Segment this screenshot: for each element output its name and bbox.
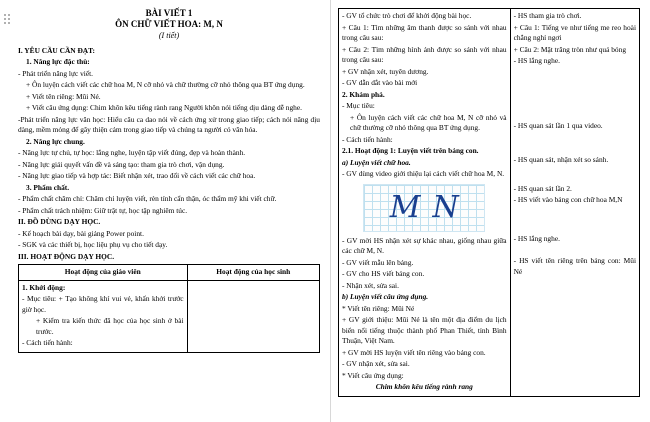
- column-header-student: Hoạt động của học sinh: [187, 265, 319, 280]
- column-header-teacher: Hoạt động của giáo viên: [19, 265, 188, 280]
- title-line-3: (I tiết): [158, 30, 180, 40]
- student-line-9: - HS viết tên riêng trên bảng con: Mũi Né: [513, 256, 636, 276]
- activity21-sub-b: b) Luyện viết câu ứng dụng.: [342, 292, 429, 302]
- activity21-b-line-0: * Viết tên riêng: Mũi Né: [342, 303, 415, 313]
- section2-heading: 2. Khám phá.: [342, 89, 385, 99]
- table-header-row: [19, 265, 320, 280]
- s2-line-2: - Năng lực giao tiếp và hợp tác: Biết nhận xét, trao đổi về cách viết các chữ hoa.: [18, 171, 256, 181]
- section2-line-2: - Cách tiến hành:: [342, 134, 393, 144]
- student-line-7: - HS viết vào bảng con chữ hoa M,N: [513, 195, 623, 205]
- s3-line-0: - Phẩm chất chăm chỉ: Chăm chỉ luyện viết, rèn tính cẩn thận, óc thẩm mỹ khi viết chữ.: [18, 194, 277, 204]
- s2-line-0: - Năng lực tự chủ, tự học: lắng nghe, luyện tập viết đúng, đẹp và hoàn thành.: [18, 148, 246, 158]
- activity21-a2-line-1: - GV viết mẫu lên bảng.: [342, 257, 414, 267]
- title-line-2: ÔN CHỮ VIẾT HOA: M, N: [115, 19, 223, 30]
- warmup-teacher-line-4: - GV dẫn dắt vào bài mới: [342, 78, 418, 88]
- lesson-plan-table-continued: [338, 8, 640, 397]
- student-cell-activity1: [187, 280, 319, 352]
- title-line-1: BÀI VIẾT 1: [145, 8, 193, 18]
- subsection-3-heading: 3. Phẩm chất.: [26, 182, 70, 192]
- warmup-teacher-line-2: + Câu 2: Tìm những hình ảnh được so sánh với nhau trong câu sau:: [342, 44, 507, 65]
- warmup-teacher-line-3: + GV nhận xét, tuyên dương.: [342, 66, 429, 76]
- section-ii-heading: II. ĐỒ DÙNG DẠY HỌC.: [18, 217, 101, 227]
- activity21-b-line-2: + GV mời HS luyện viết tên riêng vào bảng con.: [342, 347, 486, 357]
- student-line-1: + Câu 1: Tiếng ve như tiếng me reo hoài chẳng nghỉ ngơi: [513, 22, 636, 43]
- handwriting-letter-n: N: [432, 189, 459, 225]
- activity21-b-italic-line: Chim khôn kêu tiếng rành rang: [375, 382, 473, 392]
- activity21-a2-line-4: - Nhận xét, sửa sai.: [342, 280, 399, 290]
- section-i-heading: I. YÊU CẦU CẦN ĐẠT:: [18, 45, 95, 55]
- right-page-column: [330, 0, 650, 422]
- student-line-5: - HS quan sát, nhận xét so sánh.: [513, 155, 609, 165]
- student-line-2: + Câu 2: Mặt trăng tròn như quả bóng: [513, 44, 627, 54]
- activity21-b-line-1: + GV giới thiệu: Mũi Né là tên một địa điểm du lịch biển nổi tiếng thuộc thành phố Phan Thiết, tỉnh Bình Thuận, Việt Nam.: [342, 315, 507, 346]
- s1-line-1: + Ôn luyện cách viết các chữ hoa M, N cỡ nhỏ và chữ thường cỡ nhỏ thông qua BT ứng dụng.: [26, 80, 305, 90]
- student-line-6: - HS quan sát lần 2.: [513, 183, 572, 193]
- handwriting-letter-m: M: [389, 189, 421, 225]
- activity21-b-line-4: * Viết câu ứng dụng:: [342, 370, 404, 380]
- s1-line-0: - Phát triển năng lực viết.: [18, 68, 94, 78]
- activity1-teacher-line-0: - Mục tiêu: + Tạo không khí vui vẻ, khấn khởi trước giờ học.: [22, 294, 184, 314]
- activity21-heading: 2.1. Hoạt động 1: Luyện viết trên bảng con.: [342, 146, 479, 156]
- student-line-8: - HS lắng nghe.: [513, 233, 560, 243]
- lesson-plan-table: [18, 264, 320, 352]
- teacher-cell-warmup: [339, 9, 511, 397]
- section2-line-0: - Mục tiêu:: [342, 101, 375, 111]
- s1-line-3: + Viết câu ứng dụng: Chim khôn kêu tiếng rành rang Người khôn nói tiếng dịu dàng dễ nghe.: [26, 103, 302, 113]
- warmup-teacher-line-1: + Câu 1: Tìm những âm thanh được so sánh với nhau trong câu sau:: [342, 22, 507, 43]
- s1-line-4: -Phát triển năng lực văn học: Hiểu câu ca dao nói về cách ứng xử trong giao tiếp; cách nói năng dịu dàng, mềm mỏng để gây thiện cảm trong giao tiếp và chúng ta người có văn hóa.: [18, 114, 320, 135]
- activity21-a-line-0: - GV dùng video giới thiệu lại cách viết chữ hoa M, N.: [342, 169, 505, 179]
- activity21-sub-a: a) Luyện viết chữ hoa.: [342, 157, 411, 167]
- table-row: [19, 280, 320, 352]
- s-ii-line-0: - Kế hoạch bài dạy, bài giảng Power point.: [18, 228, 144, 238]
- handwriting-sample-box: [363, 184, 485, 232]
- subsection-1-heading: 1. Năng lực đặc thù:: [26, 57, 90, 67]
- s3-line-1: - Phẩm chất trách nhiệm: Giữ trật tự, học tập nghiêm túc.: [18, 205, 188, 215]
- activity21-b-line-3: - GV nhận xét, sửa sai.: [342, 359, 410, 369]
- s2-line-1: - Năng lực giải quyết vấn đề và sáng tạo: tham gia trò chơi, vận dụng.: [18, 159, 225, 169]
- document-title-block: [18, 8, 320, 41]
- activity1-heading: 1. Khởi động:: [22, 282, 66, 292]
- s-ii-line-1: - SGK và các thiết bị, học liệu phụ vụ cho tiết dạy.: [18, 240, 168, 250]
- teacher-cell-activity1: [19, 280, 188, 352]
- table-row: [339, 9, 640, 397]
- activity21-a2-line-3: - GV cho HS viết bảng con.: [342, 269, 425, 279]
- student-line-4: - HS quan sát lần 1 qua video.: [513, 120, 603, 130]
- student-cell-warmup: [510, 9, 639, 397]
- student-line-3: - HS lắng nghe.: [513, 56, 560, 66]
- warmup-teacher-line-0: - GV tổ chức trò chơi để khởi động bài học.: [342, 11, 472, 20]
- section2-line-1: + Ôn luyện cách viết các chữ hoa M, N cỡ nhỏ và chữ thường cỡ nhỏ thông qua BT ứng dụng.: [350, 112, 507, 133]
- activity1-teacher-line-1: + Kiểm tra kiến thức đã học của học sinh ở bài trước.: [36, 316, 184, 336]
- activity1-teacher-line-2: - Cách tiến hành:: [22, 338, 73, 348]
- student-line-0: - HS tham gia trò chơi.: [513, 11, 582, 20]
- subsection-2-heading: 2. Năng lực chung.: [26, 136, 85, 146]
- section-iii-heading: III. HOẠT ĐỘNG DẠY HỌC.: [18, 251, 115, 261]
- s1-line-2: + Viết tên riêng: Mũi Né.: [26, 91, 101, 101]
- handwriting-letters: [364, 185, 484, 231]
- activity21-a2-line-0: - GV mời HS nhận xét sự khác nhau, giống nhau giữa các chữ M, N.: [342, 235, 507, 256]
